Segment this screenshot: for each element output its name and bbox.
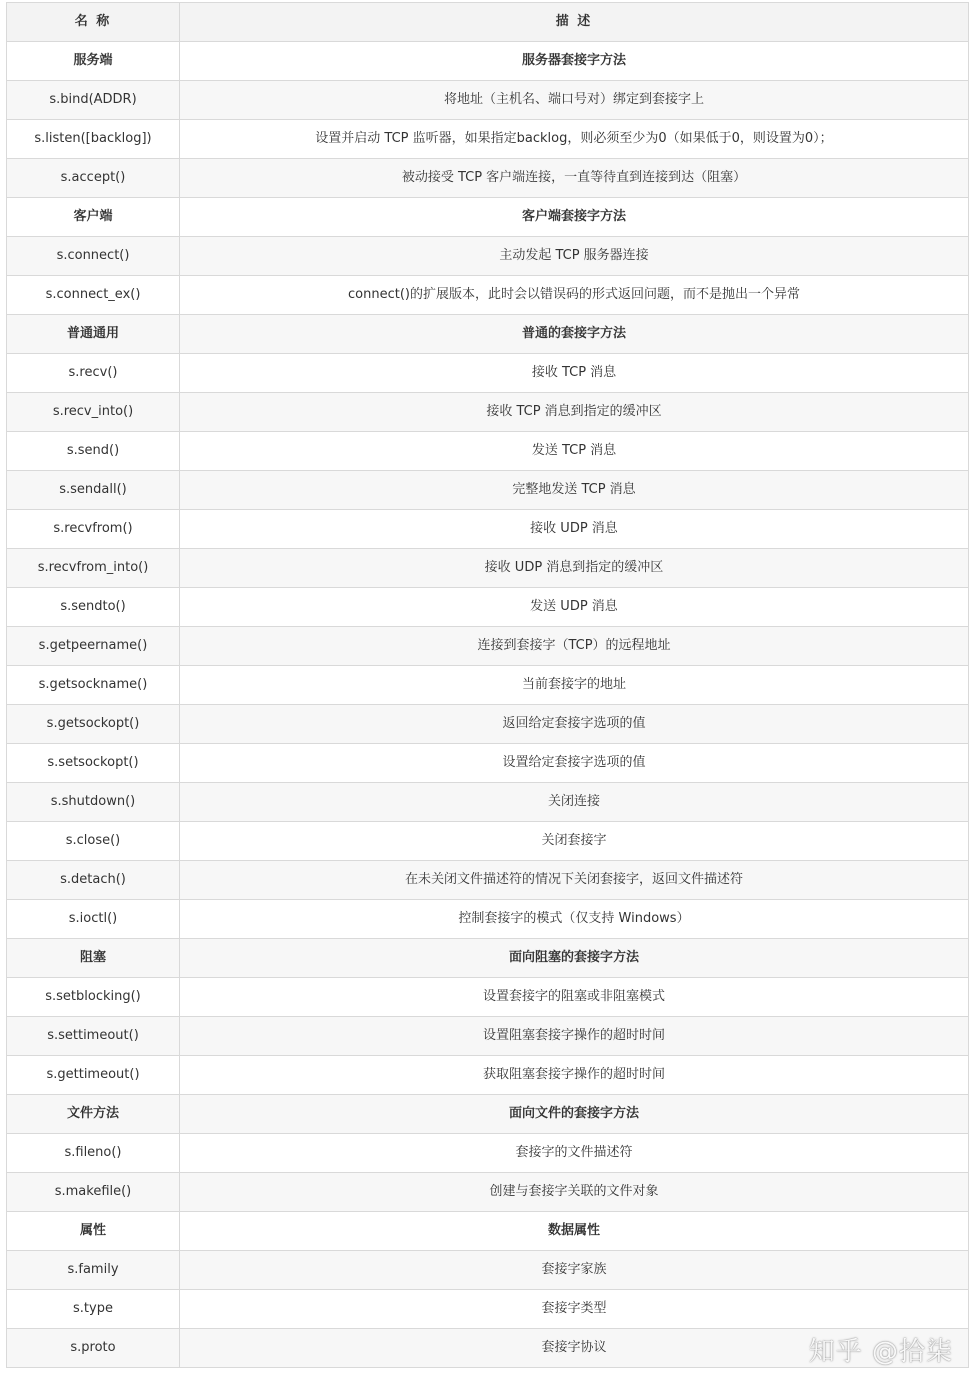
method-description-cell: 接收 TCP 消息 <box>180 354 969 393</box>
method-name-cell: s.accept() <box>7 159 180 198</box>
method-description-cell: 完整地发送 TCP 消息 <box>180 471 969 510</box>
table-row <box>7 1329 969 1368</box>
method-description-cell: 发送 UDP 消息 <box>180 588 969 627</box>
method-name-cell: s.getpeername() <box>7 627 180 666</box>
method-name-cell: s.recvfrom_into() <box>7 549 180 588</box>
method-description-cell: 接收 TCP 消息到指定的缓冲区 <box>180 393 969 432</box>
table-row <box>7 1173 969 1212</box>
method-name-cell: s.type <box>7 1290 180 1329</box>
method-name-cell: s.recvfrom() <box>7 510 180 549</box>
method-name-cell: s.shutdown() <box>7 783 180 822</box>
table-row <box>7 471 969 510</box>
table-row <box>7 1290 969 1329</box>
method-name-cell: s.sendall() <box>7 471 180 510</box>
section-header-row <box>7 1212 969 1251</box>
table-row <box>7 510 969 549</box>
method-description-cell: 关闭连接 <box>180 783 969 822</box>
method-description-cell: 在未关闭文件描述符的情况下关闭套接字，返回文件描述符 <box>180 861 969 900</box>
table-row <box>7 900 969 939</box>
method-description-cell: 接收 UDP 消息到指定的缓冲区 <box>180 549 969 588</box>
table-header <box>7 3 969 42</box>
section-name-cell: 客户端 <box>7 198 180 237</box>
method-description-cell: 接收 UDP 消息 <box>180 510 969 549</box>
method-name-cell: s.detach() <box>7 861 180 900</box>
table-row <box>7 861 969 900</box>
method-name-cell: s.setsockopt() <box>7 744 180 783</box>
section-header-row <box>7 1095 969 1134</box>
header-row <box>7 3 969 42</box>
table-row <box>7 978 969 1017</box>
method-description-cell: 控制套接字的模式（仅支持 Windows） <box>180 900 969 939</box>
method-description-cell: 将地址（主机名、端口号对）绑定到套接字上 <box>180 81 969 120</box>
method-description-cell: 套接字的文件描述符 <box>180 1134 969 1173</box>
table-row <box>7 237 969 276</box>
method-description-cell: 获取阻塞套接字操作的超时时间 <box>180 1056 969 1095</box>
header-description: 描 述 <box>180 3 969 42</box>
method-name-cell: s.recv_into() <box>7 393 180 432</box>
section-description-cell: 面向文件的套接字方法 <box>180 1095 969 1134</box>
section-description-cell: 服务器套接字方法 <box>180 42 969 81</box>
section-description-cell: 面向阻塞的套接字方法 <box>180 939 969 978</box>
table-row <box>7 666 969 705</box>
method-name-cell: s.connect_ex() <box>7 276 180 315</box>
socket-methods-table-container <box>6 2 968 1368</box>
method-description-cell: 套接字类型 <box>180 1290 969 1329</box>
table-row <box>7 705 969 744</box>
method-description-cell: connect()的扩展版本，此时会以错误码的形式返回问题，而不是抛出一个异常 <box>180 276 969 315</box>
zhihu-watermark: 知乎 @拾柒 <box>808 1337 953 1367</box>
socket-methods-table <box>6 2 969 1368</box>
table-row <box>7 1056 969 1095</box>
method-name-cell: s.proto <box>7 1329 180 1368</box>
method-description-cell: 套接字协议 <box>180 1329 969 1368</box>
section-header-row <box>7 42 969 81</box>
method-description-cell: 当前套接字的地址 <box>180 666 969 705</box>
method-description-cell: 关闭套接字 <box>180 822 969 861</box>
table-row <box>7 276 969 315</box>
method-name-cell: s.close() <box>7 822 180 861</box>
section-description-cell: 普通的套接字方法 <box>180 315 969 354</box>
table-body <box>7 42 969 1368</box>
section-header-row <box>7 315 969 354</box>
method-name-cell: s.getsockname() <box>7 666 180 705</box>
table-row <box>7 1017 969 1056</box>
table-row <box>7 159 969 198</box>
section-description-cell: 数据属性 <box>180 1212 969 1251</box>
method-description-cell: 主动发起 TCP 服务器连接 <box>180 237 969 276</box>
method-description-cell: 设置套接字的阻塞或非阻塞模式 <box>180 978 969 1017</box>
section-name-cell: 阻塞 <box>7 939 180 978</box>
table-row <box>7 1251 969 1290</box>
method-description-cell: 设置阻塞套接字操作的超时时间 <box>180 1017 969 1056</box>
section-name-cell: 普通通用 <box>7 315 180 354</box>
method-description-cell: 被动接受 TCP 客户端连接，一直等待直到连接到达（阻塞） <box>180 159 969 198</box>
table-row <box>7 783 969 822</box>
table-row <box>7 549 969 588</box>
method-name-cell: s.listen([backlog]) <box>7 120 180 159</box>
method-name-cell: s.ioctl() <box>7 900 180 939</box>
method-description-cell: 发送 TCP 消息 <box>180 432 969 471</box>
method-name-cell: s.gettimeout() <box>7 1056 180 1095</box>
method-description-cell: 连接到套接字（TCP）的远程地址 <box>180 627 969 666</box>
method-name-cell: s.family <box>7 1251 180 1290</box>
method-name-cell: s.sendto() <box>7 588 180 627</box>
header-name: 名 称 <box>7 3 180 42</box>
method-name-cell: s.makefile() <box>7 1173 180 1212</box>
table-row <box>7 354 969 393</box>
method-description-cell: 设置给定套接字选项的值 <box>180 744 969 783</box>
method-description-cell: 返回给定套接字选项的值 <box>180 705 969 744</box>
method-name-cell: s.fileno() <box>7 1134 180 1173</box>
table-row <box>7 81 969 120</box>
section-name-cell: 文件方法 <box>7 1095 180 1134</box>
table-row <box>7 627 969 666</box>
method-name-cell: s.send() <box>7 432 180 471</box>
section-header-row <box>7 939 969 978</box>
method-name-cell: s.getsockopt() <box>7 705 180 744</box>
section-header-row <box>7 198 969 237</box>
method-name-cell: s.recv() <box>7 354 180 393</box>
table-row <box>7 1134 969 1173</box>
method-name-cell: s.setblocking() <box>7 978 180 1017</box>
method-name-cell: s.connect() <box>7 237 180 276</box>
table-row <box>7 432 969 471</box>
method-name-cell: s.settimeout() <box>7 1017 180 1056</box>
table-row <box>7 393 969 432</box>
table-row <box>7 120 969 159</box>
method-description-cell: 设置并启动 TCP 监听器，如果指定backlog，则必须至少为0（如果低于0，则设置为0）； <box>180 120 969 159</box>
section-description-cell: 客户端套接字方法 <box>180 198 969 237</box>
table-row <box>7 822 969 861</box>
table-row <box>7 744 969 783</box>
section-name-cell: 服务端 <box>7 42 180 81</box>
method-description-cell: 套接字家族 <box>180 1251 969 1290</box>
method-name-cell: s.bind(ADDR) <box>7 81 180 120</box>
method-description-cell: 创建与套接字关联的文件对象 <box>180 1173 969 1212</box>
table-row <box>7 588 969 627</box>
section-name-cell: 属性 <box>7 1212 180 1251</box>
